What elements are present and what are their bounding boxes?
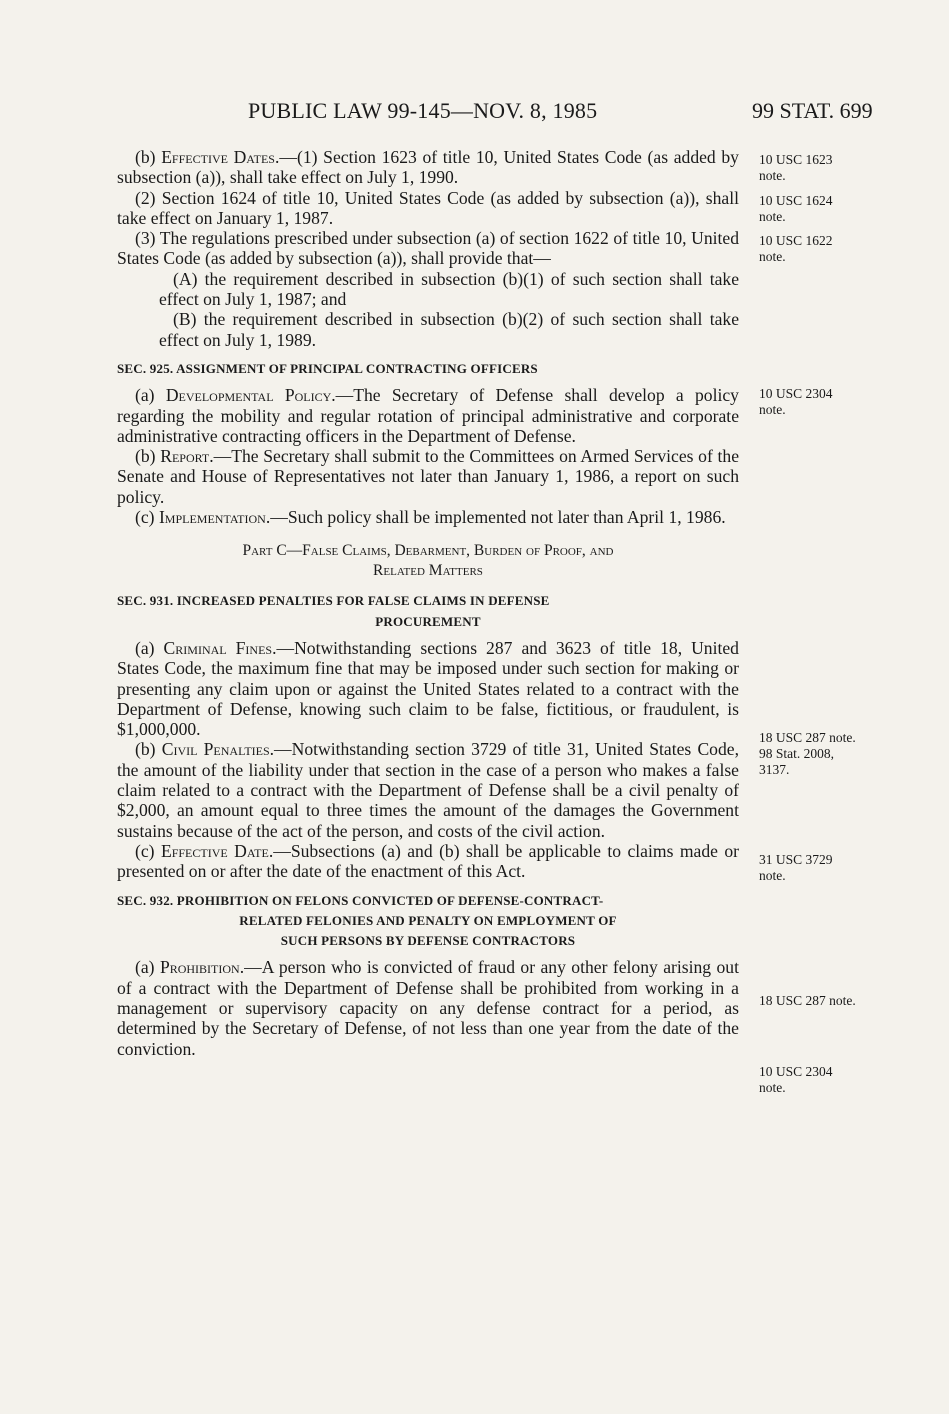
part-c-heading-line: Related Matters: [373, 562, 483, 580]
paragraph-lead: (a): [135, 637, 164, 658]
margin-note-line: 31 USC 3729: [759, 852, 833, 867]
margin-note-line: 10 USC 2304: [759, 386, 833, 401]
page-header-title: PUBLIC LAW 99-145—NOV. 8, 1985: [248, 98, 598, 123]
paragraph-caption: Prohibition.: [159, 957, 245, 978]
heading-line: SEC. 931. INCREASED PENALTIES FOR FALSE CLAIMS IN DEFENSE: [117, 593, 550, 609]
paragraph-text: —Subsections (a) and (b) shall be applicable to claims made or presented on or after the date of the enactment of this Act.: [117, 840, 740, 882]
margin-note-10-usc-2304: [759, 386, 929, 418]
sec925-paragraph-c: [117, 507, 739, 527]
margin-note-line: note.: [759, 402, 786, 417]
section-925-heading: SEC. 925. ASSIGNMENT OF PRINCIPAL CONTRACTING OFFICERS: [117, 360, 538, 376]
margin-note-line: note.: [759, 1080, 786, 1095]
part-c-heading: [117, 541, 739, 581]
margin-note-10-usc-1624: [759, 193, 929, 225]
margin-note-line: 98 Stat. 2008,: [759, 746, 835, 761]
margin-note-line: note.: [759, 209, 786, 224]
paragraph-text: —The Secretary of Defense shall develop a policy regarding the mobility and regular rotation of principal administrative and corporate administrative contracting officers in the Department of Defense.: [117, 385, 739, 446]
margin-note-18-usc-287-b: [759, 993, 929, 1009]
paragraph-lead: (b): [135, 739, 162, 760]
paragraph-caption: Developmental Policy.: [165, 385, 336, 406]
paragraph-caption: Implementation.: [158, 507, 271, 528]
sec925-paragraph-a: [117, 385, 739, 446]
sec931-paragraph-c: [117, 841, 739, 882]
page-header-stat: 99 STAT. 699: [752, 98, 873, 123]
margin-note-line: 18 USC 287 note.: [759, 730, 856, 745]
margin-note-line: note.: [759, 868, 786, 883]
sec931-paragraph-b: [117, 739, 739, 840]
margin-note-line: 10 USC 1622: [759, 233, 833, 248]
paragraph-3A: (A) the requirement described in subsection (b)(1) of such section shall take effect on July 1, 1987; and: [159, 268, 739, 310]
paragraph-text: —(1) Section 1623 of title 10, United States Code (as added by subsection (a)), shall take effect on July 1, 1990.: [117, 147, 739, 188]
paragraph-caption: Criminal Fines.: [163, 637, 277, 658]
paragraph-caption: Report.: [160, 446, 214, 467]
heading-line: RELATED FELONIES AND PENALTY ON EMPLOYMENT OF: [239, 912, 617, 928]
heading-line: SUCH PERSONS BY DEFENSE CONTRACTORS: [280, 933, 576, 949]
margin-note-line: 10 USC 1623: [759, 152, 833, 167]
margin-note-line: 3137.: [759, 762, 790, 777]
part-c-heading-line: Part C—False Claims, Debarment, Burden of Proof, and: [242, 542, 614, 560]
sec931-paragraph-a: [117, 638, 739, 739]
paragraph-caption: Civil Penalties.: [161, 739, 275, 760]
paragraph-text: —Such policy shall be implemented not later than April 1, 1986.: [270, 507, 726, 528]
paragraph-text: —A person who is convicted of fraud or any other felony arising out of a contract with the Department of Defense shall be prohibited from working in a management or supervisory capacity on any defense contract for a period, as determined by the Secretary of Defense, of not less than one year from the date of the conviction.: [117, 957, 739, 1059]
paragraph-lead: (c): [135, 840, 161, 861]
paragraph-lead: (a): [135, 957, 160, 978]
margin-note-31-usc-3729: [759, 852, 929, 884]
paragraph-2: (2) Section 1624 of title 10, United States Code (as added by subsection (a)), shall take effect on January 1, 1987.: [117, 187, 739, 228]
sec932-paragraph-a: [117, 957, 739, 1058]
margin-note-line: note.: [759, 249, 786, 264]
paragraph-text: —Notwithstanding section 3729 of title 31, United States Code, the amount of the liability under that section in the case of a person who makes a false claim related to a contract with the Department of Defense shall be a civil penalty of $2,000, an amount equal to three times the amount of the damages the Government sustains because of the act of the person, and costs of the civil action.: [117, 739, 739, 841]
paragraph-caption: Effective Dates.: [161, 147, 280, 167]
section-931-heading: [117, 591, 739, 632]
margin-note-line: note.: [759, 168, 786, 183]
paragraph-caption: Effective Date.: [160, 840, 274, 861]
main-text-column: [117, 147, 739, 1059]
heading-line: PROCUREMENT: [375, 613, 481, 629]
margin-note-line: 10 USC 1624: [759, 193, 833, 208]
margin-note-10-usc-2304-b: [759, 1064, 929, 1096]
paragraph-text: —Notwithstanding sections 287 and 3623 of title 18, United States Code, the maximum fine that may be imposed under such section for making or presenting any claim upon or against the United States related to a contract with the Department of Defense, knowing such claim to be false, fictitious, or fraudulent, is $1,000,000.: [117, 637, 739, 740]
section-932-heading: [117, 891, 739, 952]
margin-note-line: 18 USC 287 note.: [759, 993, 856, 1008]
paragraph-3B: (B) the requirement described in subsection (b)(2) of such section shall take effect on July 1, 1989.: [159, 309, 739, 350]
paragraph-lead: (c): [135, 507, 159, 528]
sec925-paragraph-b: [117, 446, 739, 507]
margin-note-10-usc-1623: [759, 152, 929, 184]
paragraph-text: —The Secretary shall submit to the Committees on Armed Services of the Senate and House of Representatives not later than January 1, 1986, a report on such policy.: [117, 446, 739, 507]
paragraph-effective-dates: [117, 147, 739, 188]
paragraph-3: (3) The regulations prescribed under subsection (a) of section 1622 of title 10, United States Code (as added by subsection (a)), shall provide that—: [117, 228, 739, 269]
margin-note-10-usc-1622: [759, 233, 929, 265]
margin-note-line: 10 USC 2304: [759, 1064, 833, 1079]
margin-note-18-usc-287: [759, 730, 929, 778]
paragraph-lead: (b): [135, 446, 161, 467]
paragraph-lead: (b): [135, 147, 162, 167]
paragraph-lead: (a): [135, 385, 166, 406]
heading-line: SEC. 932. PROHIBITION ON FELONS CONVICTED OF DEFENSE-CONTRACT-: [117, 892, 604, 908]
